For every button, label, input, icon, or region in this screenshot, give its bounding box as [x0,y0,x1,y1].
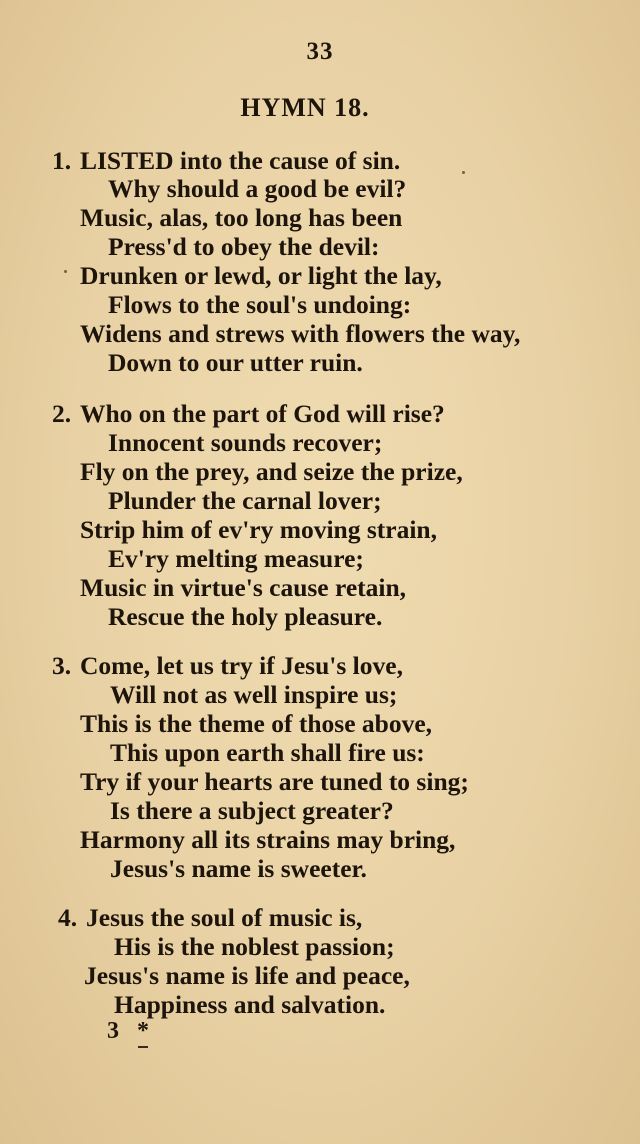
stanza-line: 2. Who on the part of God will rise? [52,399,445,428]
stanza-line: This upon earth shall fire us: [110,738,425,767]
stanza-line: Flows to the soul's undoing: [108,290,412,319]
stanza-line: Try if your hearts are tuned to sing; [80,767,469,796]
stanza-line: Music, alas, too long has been [80,203,403,232]
paper-speck [64,270,67,273]
hymn-title: HYMN 18. [240,93,370,122]
stanza-number: 1. [52,146,72,175]
page-number: 33 [306,38,334,65]
stanza-line: 3. Come, let us try if Jesu's love, [52,651,403,680]
stanza-line: Will not as well inspire us; [110,680,398,709]
stanza-line: Widens and strews with flowers the way, [80,319,521,348]
stanza-line: Down to our utter ruin. [108,348,363,377]
stanza-line: Harmony all its strains may bring, [80,825,456,854]
stanza-number: 4. [58,903,78,932]
stanza-line: Jesus's name is sweeter. [110,854,367,883]
stanza-line: Plunder the carnal lover; [108,486,382,515]
paper-speck [462,171,465,174]
stanza-line: Drunken or lewd, or light the lay, [80,261,442,290]
stanza-number: 3. [52,651,72,680]
stanza-line: His is the noblest passion; [114,932,395,961]
stanza-line: Ev'ry melting measure; [108,544,364,573]
stanza-line: Fly on the prey, and seize the prize, [80,457,463,486]
stanza-line: Strip him of ev'ry moving strain, [80,515,437,544]
stanza-line: Happiness and salvation. [114,990,386,1019]
stanza-line: 1. LISTED into the cause of sin. [52,146,401,175]
stanza-line: Rescue the holy pleasure. [108,602,383,631]
stanza-line: Innocent sounds recover; [108,428,383,457]
signature-mark: 3 * [107,1018,155,1044]
signature-dash [138,1046,148,1048]
stanza-line: Why should a good be evil? [108,174,407,203]
stanza-line: Is there a subject greater? [110,796,394,825]
stanza-number: 2. [52,399,72,428]
stanza-line: 4. Jesus the soul of music is, [58,903,363,932]
stanza-line: Jesus's name is life and peace, [84,961,410,990]
stanza-line: This is the theme of those above, [80,709,433,738]
stanza-line: Music in virtue's cause retain, [80,573,407,602]
stanza-line: Press'd to obey the devil: [108,232,380,261]
